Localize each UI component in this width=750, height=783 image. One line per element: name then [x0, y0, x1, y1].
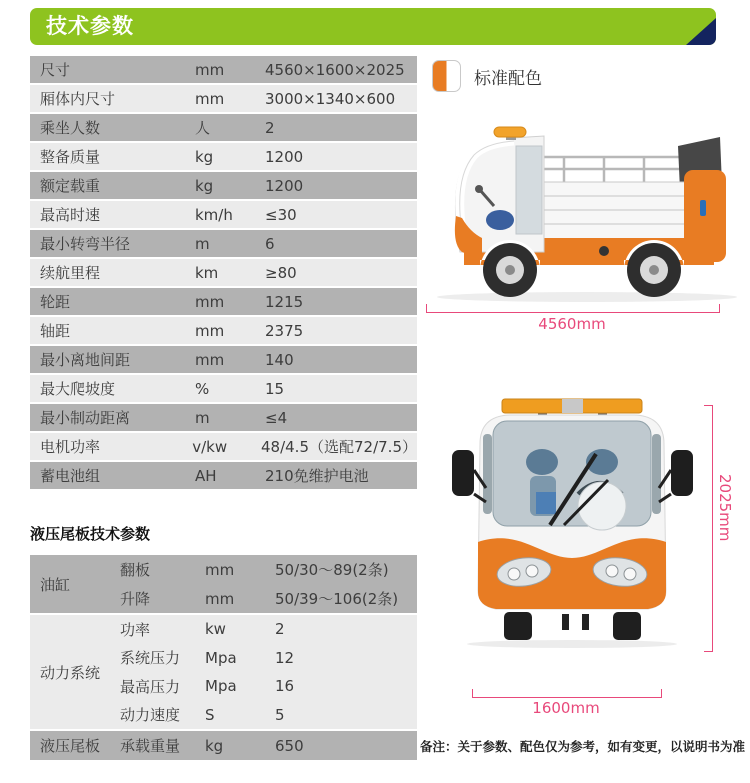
sub-unit: mm: [205, 589, 235, 608]
sub-value: 12: [275, 648, 295, 667]
color-swatch-icon: [432, 60, 461, 92]
spec-table: [30, 56, 417, 489]
dimension-line-height: [704, 405, 713, 652]
group-label: 动力系统: [40, 663, 101, 682]
spec-label: 厢体内尺寸: [40, 90, 116, 108]
color-legend-label: 标准配色: [474, 68, 542, 89]
tailgate-group-power-system: [30, 615, 417, 729]
spec-value: ≤30: [265, 205, 297, 224]
spec-unit: km/h: [195, 205, 233, 224]
table-row: [30, 85, 417, 112]
spec-unit: m: [195, 408, 210, 427]
truck-side-view-image: [422, 120, 744, 304]
table-row: [120, 644, 417, 672]
tailgate-group-cylinder: [30, 555, 417, 613]
dimension-label-length: 4560mm: [538, 315, 606, 333]
table-row: [30, 56, 417, 83]
dimension-line-width: [472, 689, 662, 698]
table-row: [30, 317, 417, 344]
spec-value: 2375: [265, 321, 304, 340]
spec-value: ≥80: [265, 263, 297, 282]
sub-label: 最高压力: [120, 677, 181, 696]
table-row: [30, 346, 417, 373]
group-label: 油缸: [40, 575, 71, 594]
sub-label: 功率: [120, 620, 151, 639]
sub-value: 650: [275, 736, 304, 755]
spec-label: 最小制动距离: [40, 409, 131, 427]
sub-unit: Mpa: [205, 648, 237, 667]
table-row: [30, 172, 417, 199]
sub-label: 翻板: [120, 561, 151, 579]
table-row: [120, 672, 417, 700]
spec-value: 2: [265, 118, 275, 137]
sub-label: 升降: [120, 590, 151, 608]
spec-value: 1200: [265, 147, 304, 166]
spec-value: 4560×1600×2025: [265, 60, 405, 79]
spec-label: 最小离地间距: [40, 351, 131, 369]
spec-value: 48/4.5（选配72/7.5）: [261, 438, 417, 456]
spec-label: 乘坐人数: [40, 119, 101, 137]
table-row: [30, 375, 417, 402]
spec-unit: v/kw: [192, 437, 228, 456]
spec-label: 最高时速: [40, 206, 101, 224]
table-row: [120, 556, 417, 584]
tailgate-table: [30, 555, 417, 760]
corner-triangle-accent: [686, 18, 716, 45]
table-row: [120, 701, 417, 729]
tailgate-section-heading: 液压尾板技术参数: [30, 525, 151, 543]
table-row: [120, 732, 417, 760]
page-title: 技术参数: [46, 14, 134, 38]
spec-value: 1215: [265, 292, 304, 311]
spec-value: 15: [265, 379, 285, 398]
dimension-label-width: 1600mm: [532, 699, 600, 717]
table-row: [30, 230, 417, 257]
spec-unit: mm: [195, 89, 225, 108]
sub-label: 动力速度: [120, 706, 181, 725]
sub-value: 50/30～89(2条): [275, 561, 389, 579]
dimension-label-height: 2025mm: [716, 474, 734, 542]
spec-value: 6: [265, 234, 275, 253]
sub-value: 2: [275, 620, 285, 639]
table-row: [30, 143, 417, 170]
spec-label: 续航里程: [40, 264, 101, 282]
table-row: [30, 114, 417, 141]
table-row: [30, 404, 417, 431]
spec-label: 蓄电池组: [40, 467, 101, 485]
sub-value: 50/39～106(2条): [275, 590, 399, 608]
spec-unit: mm: [195, 321, 225, 340]
sub-value: 5: [275, 705, 285, 724]
header-bar: [30, 8, 716, 45]
sub-value: 16: [275, 677, 295, 696]
spec-label: 整备质量: [40, 148, 101, 166]
spec-label: 最小转弯半径: [40, 235, 131, 253]
sub-unit: kw: [205, 620, 226, 639]
sub-unit: mm: [205, 560, 235, 579]
spec-label: 电机功率: [40, 438, 101, 456]
dimension-line-length: [426, 304, 720, 313]
spec-label: 尺寸: [40, 61, 71, 79]
spec-value: 1200: [265, 176, 304, 195]
truck-front-view-image: [450, 390, 695, 650]
spec-unit: 人: [195, 119, 211, 137]
spec-unit: kg: [195, 147, 214, 166]
left-column: [30, 56, 417, 762]
group-label: 液压尾板: [40, 737, 101, 755]
spec-value: 210免维护电池: [265, 467, 369, 485]
table-row: [120, 585, 417, 613]
spec-value: 140: [265, 350, 294, 369]
spec-value: 3000×1340×600: [265, 89, 396, 108]
spec-label: 轴距: [40, 322, 71, 340]
spec-unit: mm: [195, 292, 225, 311]
spec-unit: kg: [195, 176, 214, 195]
sub-unit: Mpa: [205, 677, 237, 696]
table-row: [30, 288, 417, 315]
tailgate-group-tailboard: [30, 731, 417, 760]
table-row: [30, 259, 417, 286]
table-row: [30, 462, 417, 489]
note-text: 备注：关于参数、配色仅为参考，如有变更，以说明书为准: [420, 739, 746, 754]
sub-unit: kg: [205, 736, 224, 755]
table-row: [120, 615, 417, 643]
table-row: [30, 201, 417, 228]
spec-label: 额定载重: [40, 177, 101, 195]
right-column: [420, 56, 750, 783]
table-row: [30, 433, 417, 460]
spec-unit: mm: [195, 350, 225, 369]
spec-value: ≤4: [265, 408, 288, 427]
color-legend: [432, 60, 542, 92]
spec-unit: m: [195, 234, 210, 253]
spec-label: 最大爬坡度: [40, 380, 116, 398]
spec-unit: km: [195, 263, 219, 282]
spec-unit: mm: [195, 60, 225, 79]
spec-unit: AH: [195, 466, 217, 485]
sub-label: 承载重量: [120, 737, 181, 755]
spec-label: 轮距: [40, 293, 71, 311]
sub-label: 系统压力: [120, 649, 181, 668]
spec-unit: %: [195, 379, 210, 398]
sub-unit: S: [205, 705, 215, 724]
